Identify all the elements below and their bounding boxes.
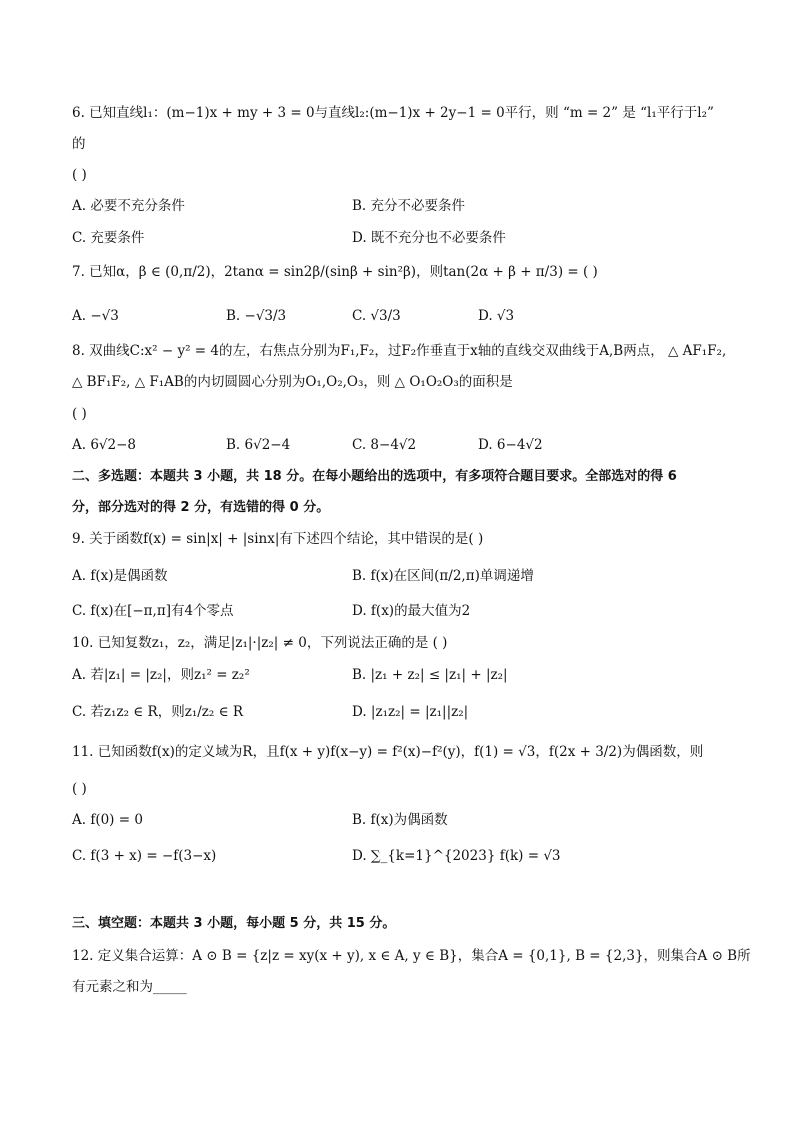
section-2-title: 二、多选题： bbox=[72, 469, 151, 484]
q7-option-a: A. −√3 bbox=[72, 308, 119, 324]
q7-option-b: B. −√3/3 bbox=[226, 308, 287, 324]
section-2-header-cont bbox=[72, 498, 329, 518]
q11-stem: 11. 已知函数f(x)的定义域为R，且f(x + y)f(x−y) = f²(x)−f²(y)，f(1) = √3，f(2x + 3/2)为偶函数，则 bbox=[72, 744, 704, 760]
q6-stem: 6. 已知直线l₁：(m−1)x + my + 3 = 0与直线l₂:(m−1)x + 2y−1 = 0平行，则 “m = 2” 是 “l₁平行于l₂” bbox=[72, 105, 714, 121]
q8-stem: 8. 双曲线C:x² − y² = 4的左，右焦点分别为F₁,F₂，过F₂作垂直于x轴的直线交双曲线于A,B两点， △ AF₁F₂, bbox=[72, 343, 727, 359]
section-2-header bbox=[72, 467, 677, 487]
q10-option-d: D. |z₁z₂| = |z₁||z₂| bbox=[352, 704, 469, 720]
q10-stem: 10. 已知复数z₁，z₂，满足|z₁|·|z₂| ≠ 0，下列说法正确的是 ( ) bbox=[72, 635, 448, 651]
section-2-text-cont: 分，部分选对的得 2 分，有选错的得 0 分。 bbox=[72, 500, 330, 515]
q9-option-b: B. f(x)在区间(π/2,π)单调递增 bbox=[352, 568, 534, 584]
q8-option-d: D. 6−4√2 bbox=[478, 437, 543, 453]
q9-option-c: C. f(x)在[−π,π]有4个零点 bbox=[72, 603, 234, 619]
q10-option-b: B. |z₁ + z₂| ≤ |z₁| + |z₂| bbox=[352, 667, 508, 683]
q10-option-a: A. 若|z₁| = |z₂|，则z₁² = z₂² bbox=[72, 667, 250, 683]
q7-option-d: D. √3 bbox=[478, 308, 515, 324]
q6-option-c: C. 充要条件 bbox=[72, 230, 145, 246]
q7-stem: 7. 已知α，β ∈ (0,π/2)，2tanα = sin2β/(sinβ + sin²β)，则tan(2α + β + π/3) = ( ) bbox=[72, 264, 598, 280]
q11-answer-paren: ( ) bbox=[72, 781, 87, 797]
q8-option-b: B. 6√2−4 bbox=[226, 437, 291, 453]
q6-option-b: B. 充分不必要条件 bbox=[352, 198, 466, 214]
q6-stem-cont: 的 bbox=[72, 136, 86, 152]
section-3-title: 三、填空题： bbox=[72, 916, 151, 931]
q7-option-c: C. √3/3 bbox=[352, 308, 401, 324]
q6-answer-paren: ( ) bbox=[72, 167, 87, 183]
q9-option-a: A. f(x)是偶函数 bbox=[72, 568, 168, 584]
section-3-header bbox=[72, 914, 395, 934]
q11-option-c: C. f(3 + x) = −f(3−x) bbox=[72, 848, 217, 864]
q9-stem: 9. 关于函数f(x) = sin|x| + |sinx|有下述四个结论，其中错误的是( ) bbox=[72, 531, 484, 547]
section-3-text: 本题共 3 小题，每小题 5 分，共 15 分。 bbox=[150, 916, 396, 931]
q12-stem: 12. 定义集合运算：A ⊙ B = {z|z = xy(x + y), x ∈ A, y ∈ B}，集合A = {0,1}, B = {2,3}，则集合A ⊙ B所 bbox=[72, 948, 751, 964]
q6-option-d: D. 既不充分也不必要条件 bbox=[352, 230, 506, 246]
q6-option-a: A. 必要不充分条件 bbox=[72, 198, 185, 214]
q11-option-d: D. ∑_{k=1}^{2023} f(k) = √3 bbox=[352, 848, 561, 864]
q11-option-a: A. f(0) = 0 bbox=[72, 812, 143, 828]
q8-stem-cont: △ BF₁F₂, △ F₁AB的内切圆圆心分别为O₁,O₂,O₃，则 △ O₁O₂O₃的面积是 bbox=[72, 374, 513, 390]
section-2-text: 本题共 3 小题，共 18 分。在每小题给出的选项中，有多项符合题目要求。全部选对的得 6 bbox=[150, 469, 677, 484]
q12-stem-cont: 有元素之和为_____ bbox=[72, 979, 187, 995]
q11-option-b: B. f(x)为偶函数 bbox=[352, 812, 448, 828]
q9-option-d: D. f(x)的最大值为2 bbox=[352, 603, 471, 619]
q8-option-a: A. 6√2−8 bbox=[72, 437, 137, 453]
q10-option-c: C. 若z₁z₂ ∈ R，则z₁/z₂ ∈ R bbox=[72, 704, 244, 720]
q8-answer-paren: ( ) bbox=[72, 406, 87, 422]
q8-option-c: C. 8−4√2 bbox=[352, 437, 417, 453]
